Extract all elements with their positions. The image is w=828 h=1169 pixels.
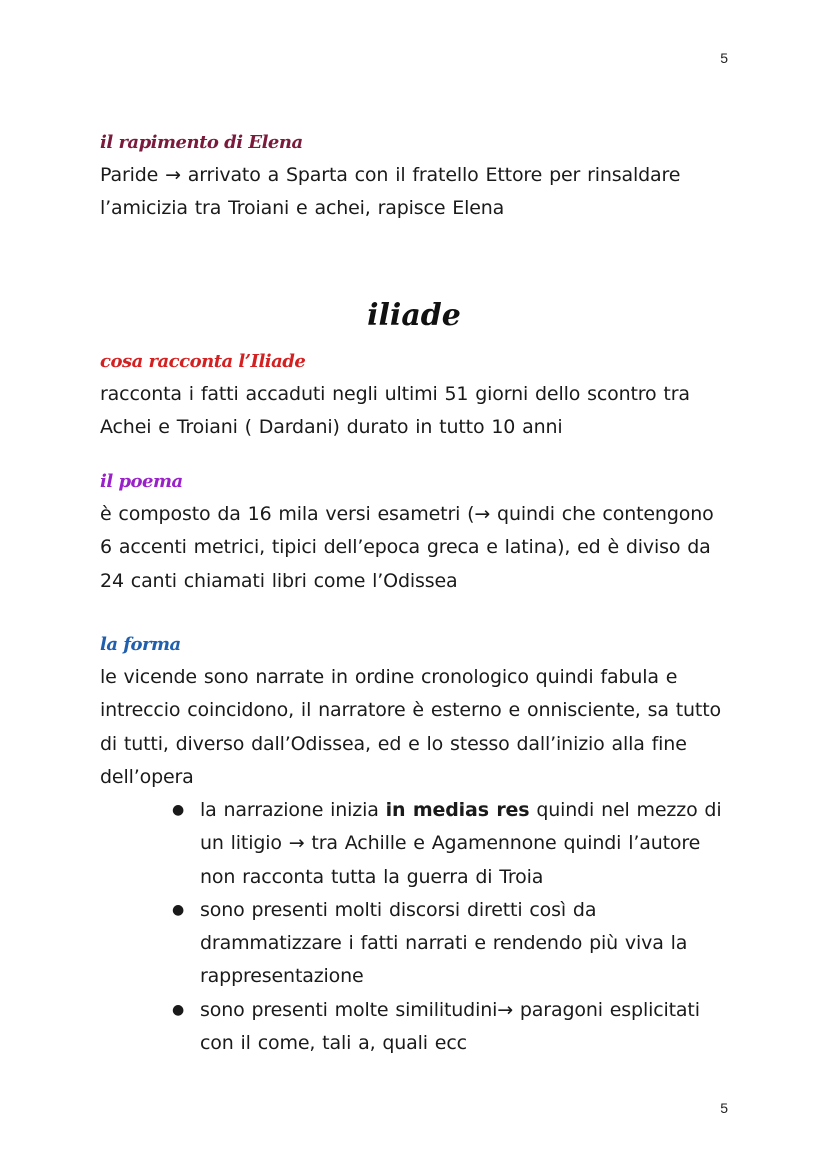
page-number-top: 5 (720, 50, 728, 66)
bullet-icon: ● (172, 802, 185, 818)
heading-cosa-racconta: cosa racconta l’Iliade (100, 351, 306, 372)
page-number-bottom: 5 (720, 1100, 728, 1116)
list-item (172, 794, 732, 894)
section-title: iliade (367, 298, 461, 333)
paragraph-rapimento: Paride → arrivato a Sparta con il fratello Ettore per rinsaldare l’amicizia tra Troiani e achei, rapisce Elena (100, 164, 681, 220)
bullet-text-start: la narrazione inizia (200, 799, 386, 821)
forma-bullet-list (172, 794, 732, 1060)
bullet-bold-phrase: in medias res (385, 799, 530, 821)
paragraph-poema: è composto da 16 mila versi esametri (→ quindi che contengono 6 accenti metrici, tipici dell’epoca greca e latina), ed è diviso da 24 canti chiamati libri come l’Odissea (100, 503, 714, 592)
bullet-icon: ● (172, 901, 185, 918)
list-item (172, 894, 732, 994)
bullet-text: sono presenti molte similitudini→ paragoni esplicitati con il come, tali a, quali ecc (200, 998, 700, 1055)
paragraph-cosa-racconta: racconta i fatti accaduti negli ultimi 51 giorni dello scontro tra Achei e Troiani ( Dardani) durato in tutto 10 anni (100, 383, 690, 439)
bullet-text: sono presenti molti discorsi diretti così da drammatizzare i fatti narrati e rendendo più viva la rappresentazione (200, 898, 688, 988)
heading-forma: la forma (100, 634, 181, 655)
bullet-icon: ● (172, 1001, 185, 1018)
paragraph-forma: le vicende sono narrate in ordine cronologico quindi fabula e intreccio coincidono, il narratore è esterno e onnisciente, sa tutto di tutti, diverso dall’Odissea, ed e lo stesso dall’inizio alla fine dell’opera (100, 666, 721, 788)
list-item (172, 994, 732, 1061)
heading-rapimento: il rapimento di Elena (100, 132, 303, 153)
bullet-text-end: quindi nel mezzo di un litigio → tra Achille e Agamennone quindi l’autore non racconta tutta la guerra di Troia (200, 799, 722, 888)
heading-poema: il poema (100, 471, 183, 492)
